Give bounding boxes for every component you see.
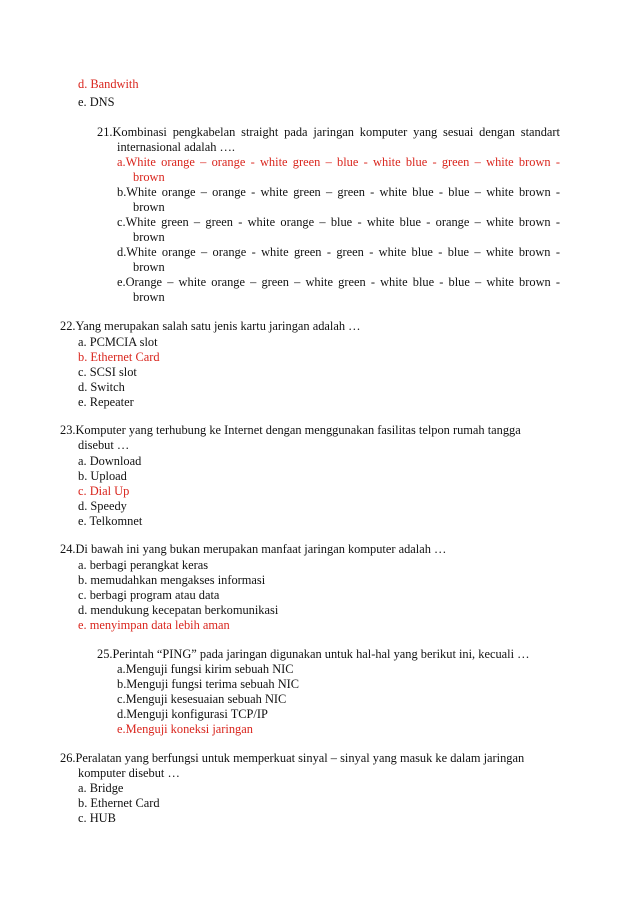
q21-option-a: a.White orange – orange - white green – blue - white blue - green – white brown -: [117, 155, 560, 169]
q21-option-d-cont: brown: [133, 260, 165, 274]
q25-option-b: b.Menguji fungsi terima sebuah NIC: [117, 677, 300, 691]
q25-option-a: a.Menguji fungsi kirim sebuah NIC: [117, 662, 294, 676]
q26-option-c: c. HUB: [78, 811, 116, 825]
q21-option-c-cont: brown: [133, 230, 165, 244]
q21-option-b: b.White orange – orange - white green – green - white blue - blue – white brown -: [117, 185, 560, 199]
q22-option-c: c. SCSI slot: [78, 365, 137, 379]
q21-option-b-cont: brown: [133, 200, 165, 214]
q23-option-d: d. Speedy: [78, 499, 127, 513]
q24-option-a: a. berbagi perangkat keras: [78, 558, 209, 572]
q26-option-b: b. Ethernet Card: [78, 796, 160, 810]
q24-option-b: b. memudahkan mengakses informasi: [78, 573, 266, 587]
q23-option-c: c. Dial Up: [78, 484, 130, 498]
q21-option-c: c.White green – green - white orange – blue - white blue - orange – white brown -: [117, 215, 560, 229]
q24-option-d: d. mendukung kecepatan berkomunikasi: [78, 603, 279, 617]
q23-stem-cont: disebut …: [78, 438, 130, 452]
q21-stem: 21.Kombinasi pengkabelan straight pada jaringan komputer yang sesuai dengan standart: [97, 125, 560, 139]
option-d-bandwith: d. Bandwith: [78, 77, 139, 91]
option-e-dns: e. DNS: [78, 95, 115, 109]
q23-option-b: b. Upload: [78, 469, 127, 483]
q21-option-d: d.White orange – orange - white green - green - white blue - blue – white brown -: [117, 245, 560, 259]
q21-stem-cont: internasional adalah ….: [117, 140, 236, 154]
q22-option-e: e. Repeater: [78, 395, 134, 409]
q22-option-b: b. Ethernet Card: [78, 350, 160, 364]
q23-option-e: e. Telkomnet: [78, 514, 143, 528]
q25-option-c: c.Menguji kesesuaian sebuah NIC: [117, 692, 287, 706]
q25-option-d: d.Menguji konfigurasi TCP/IP: [117, 707, 268, 721]
q24-option-e: e. menyimpan data lebih aman: [78, 618, 230, 632]
q26-stem: 26.Peralatan yang berfungsi untuk memperkuat sinyal – sinyal yang masuk ke dalam jaringan: [60, 751, 525, 765]
q21-option-e: e.Orange – white orange – green – white green - white blue - blue – white brown -: [117, 275, 560, 289]
q24-option-c: c. berbagi program atau data: [78, 588, 220, 602]
q22-option-d: d. Switch: [78, 380, 125, 394]
q21-option-e-cont: brown: [133, 290, 165, 304]
q24-stem: 24.Di bawah ini yang bukan merupakan manfaat jaringan komputer adalah …: [60, 542, 447, 556]
q22-stem: 22.Yang merupakan salah satu jenis kartu jaringan adalah …: [60, 319, 361, 333]
q25-stem: 25.Perintah “PING” pada jaringan digunakan untuk hal-hal yang berikut ini, kecuali …: [97, 647, 530, 661]
q23-stem: 23.Komputer yang terhubung ke Internet dengan menggunakan fasilitas telpon rumah tangga: [60, 423, 521, 437]
q22-option-a: a. PCMCIA slot: [78, 335, 158, 349]
q25-option-e: e.Menguji koneksi jaringan: [117, 722, 253, 736]
q26-stem-cont: komputer disebut …: [78, 766, 180, 780]
q21-option-a-cont: brown: [133, 170, 165, 184]
q26-option-a: a. Bridge: [78, 781, 124, 795]
q23-option-a: a. Download: [78, 454, 142, 468]
